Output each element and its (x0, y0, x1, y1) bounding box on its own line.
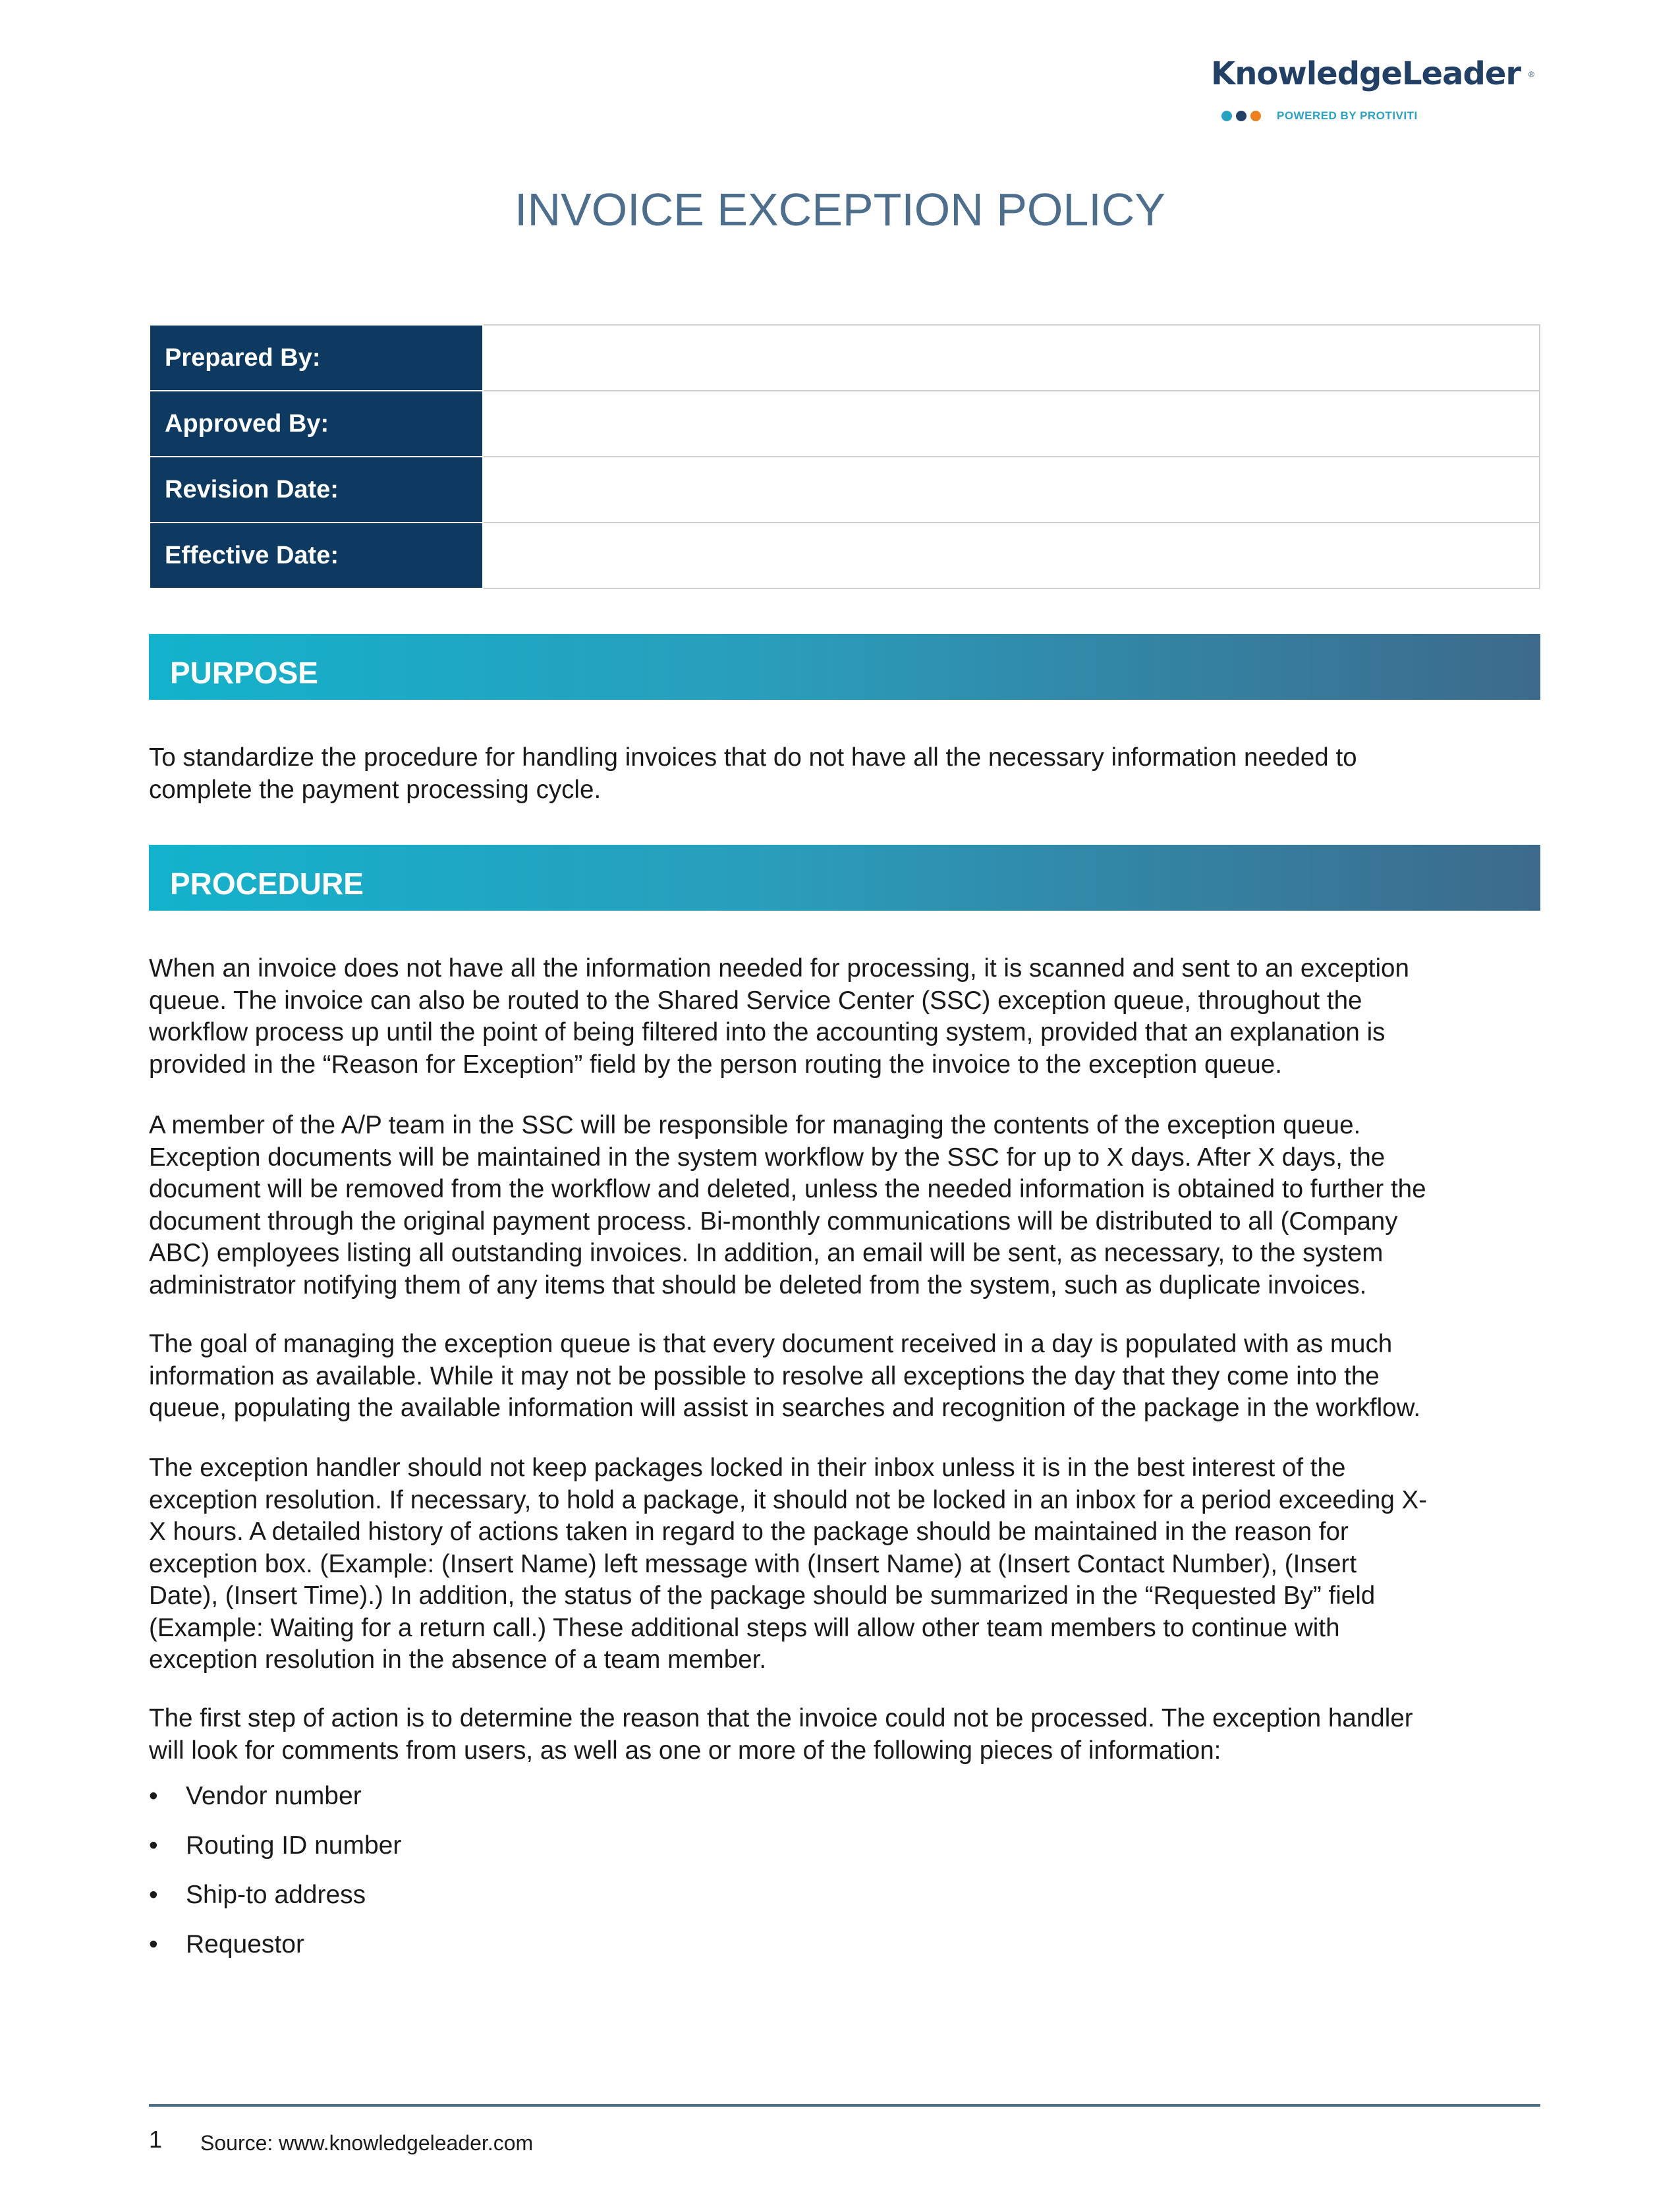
approved-by-value (483, 391, 1540, 457)
table-row (150, 391, 1540, 457)
text-line: document through the original payment process. Bi-monthly communications will be distributed to all (Company (149, 1207, 1398, 1236)
table-row (150, 457, 1540, 523)
source-link[interactable]: Source: www.knowledgeleader.com (200, 2131, 534, 2155)
procedure-paragraph-2 (149, 1110, 1546, 1301)
text-line: The exception handler should not keep packages locked in their inbox unless it is in the best interest of the (149, 1454, 1346, 1482)
bullet-icon: • (149, 1930, 158, 1958)
text-line: Date), (Insert Time).) In addition, the status of the package should be summarized in the “Requested By” field (149, 1582, 1376, 1610)
text-line: Exception documents will be maintained in the system workflow by the SSC for up to X days. After X days, the (149, 1143, 1386, 1172)
revision-date-label: Revision Date: (150, 457, 483, 523)
text-line: provided in the “Reason for Exception” field by the person routing the invoice to the exception queue. (149, 1050, 1282, 1079)
revision-date-value (483, 457, 1540, 523)
table-row (150, 325, 1540, 391)
approved-by-label: Approved By: (150, 391, 483, 457)
knowledgeleader-logo (1211, 55, 1540, 128)
text-line: exception resolution. If necessary, to hold a package, it should not be locked in an inbox for a period exceeding X- (149, 1485, 1428, 1514)
footer-divider (149, 2104, 1540, 2107)
procedure-paragraph-3 (149, 1328, 1546, 1425)
logo-dot-icon (1250, 111, 1261, 121)
list-item-text: Requestor (186, 1930, 304, 1958)
effective-date-value (483, 523, 1540, 588)
bullet-icon: • (149, 1831, 158, 1860)
prepared-by-value (483, 325, 1540, 391)
bullet-icon: • (149, 1782, 158, 1810)
purpose-heading: PURPOSE (149, 634, 1540, 700)
document-title: INVOICE EXCEPTION POLICY (515, 184, 1165, 235)
text-line: information as available. While it may not be possible to resolve all exceptions the day that they come into the (149, 1361, 1380, 1390)
document-info-table (149, 324, 1540, 589)
text-line: will look for comments from users, as well as one or more of the following pieces of information: (149, 1736, 1221, 1765)
prepared-by-label: Prepared By: (150, 325, 483, 391)
bullet-icon: • (149, 1881, 158, 1909)
text-line: ABC) employees listing all outstanding invoices. In addition, an email will be sent, as necessary, to the system (149, 1239, 1384, 1267)
logo-dot-icon (1221, 111, 1232, 121)
text-line: exception resolution in the absence of a team member. (149, 1645, 767, 1674)
procedure-heading: PROCEDURE (149, 845, 1540, 911)
list-item-text: Routing ID number (186, 1831, 402, 1860)
purpose-paragraph (149, 742, 1546, 806)
procedure-paragraph-4 (149, 1452, 1546, 1676)
logo-tagline: POWERED BY PROTIVITI (1277, 109, 1418, 122)
text-line: exception box. (Example: (Insert Name) left message with (Insert Name) at (Insert Contact Number), (Insert (149, 1549, 1357, 1578)
text-line: administrator notifying them of any items that should be deleted from the system, such as duplicate invoices. (149, 1270, 1367, 1299)
text-line: The first step of action is to determine the reason that the invoice could not be processed. The exception handler (149, 1704, 1413, 1732)
text-line: (Example: Waiting for a return call.) These additional steps will allow other team members to continue with (149, 1613, 1340, 1642)
text-line: complete the payment processing cycle. (149, 775, 602, 804)
text-line: A member of the A/P team in the SSC will be responsible for managing the contents of the exception queue. (149, 1111, 1361, 1139)
text-line: workflow process up until the point of being filtered into the accounting system, provided that an explanation is (149, 1018, 1386, 1046)
text-line: The goal of managing the exception queue is that every document received in a day is populated with as much (149, 1330, 1393, 1358)
text-line: When an invoice does not have all the information needed for processing, it is scanned and sent to an exception (149, 954, 1409, 983)
text-line: queue. The invoice can also be routed to the Shared Service Center (SSC) exception queue, throughout the (149, 986, 1362, 1015)
list-item-text: Ship-to address (186, 1881, 366, 1909)
page-number: 1 (149, 2126, 163, 2153)
table-row (150, 523, 1540, 588)
logo-wordmark: KnowledgeLeader (1211, 55, 1521, 92)
text-line: document will be removed from the workflow and deleted, unless the needed information is obtained to further the (149, 1175, 1426, 1203)
registered-mark: ® (1528, 70, 1534, 79)
text-line: X hours. A detailed history of actions taken in regard to the package should be maintained in the reason for (149, 1518, 1349, 1546)
procedure-paragraph-1 (149, 953, 1546, 1081)
list-item-text: Vendor number (186, 1782, 362, 1810)
logo-dot-icon (1236, 111, 1246, 121)
procedure-paragraph-5 (149, 1703, 1546, 1767)
text-line: queue, populating the available information will assist in searches and recognition of the package in the workflow. (149, 1394, 1421, 1422)
text-line: To standardize the procedure for handling invoices that do not have all the necessary information needed to (149, 743, 1357, 772)
effective-date-label: Effective Date: (150, 523, 483, 588)
